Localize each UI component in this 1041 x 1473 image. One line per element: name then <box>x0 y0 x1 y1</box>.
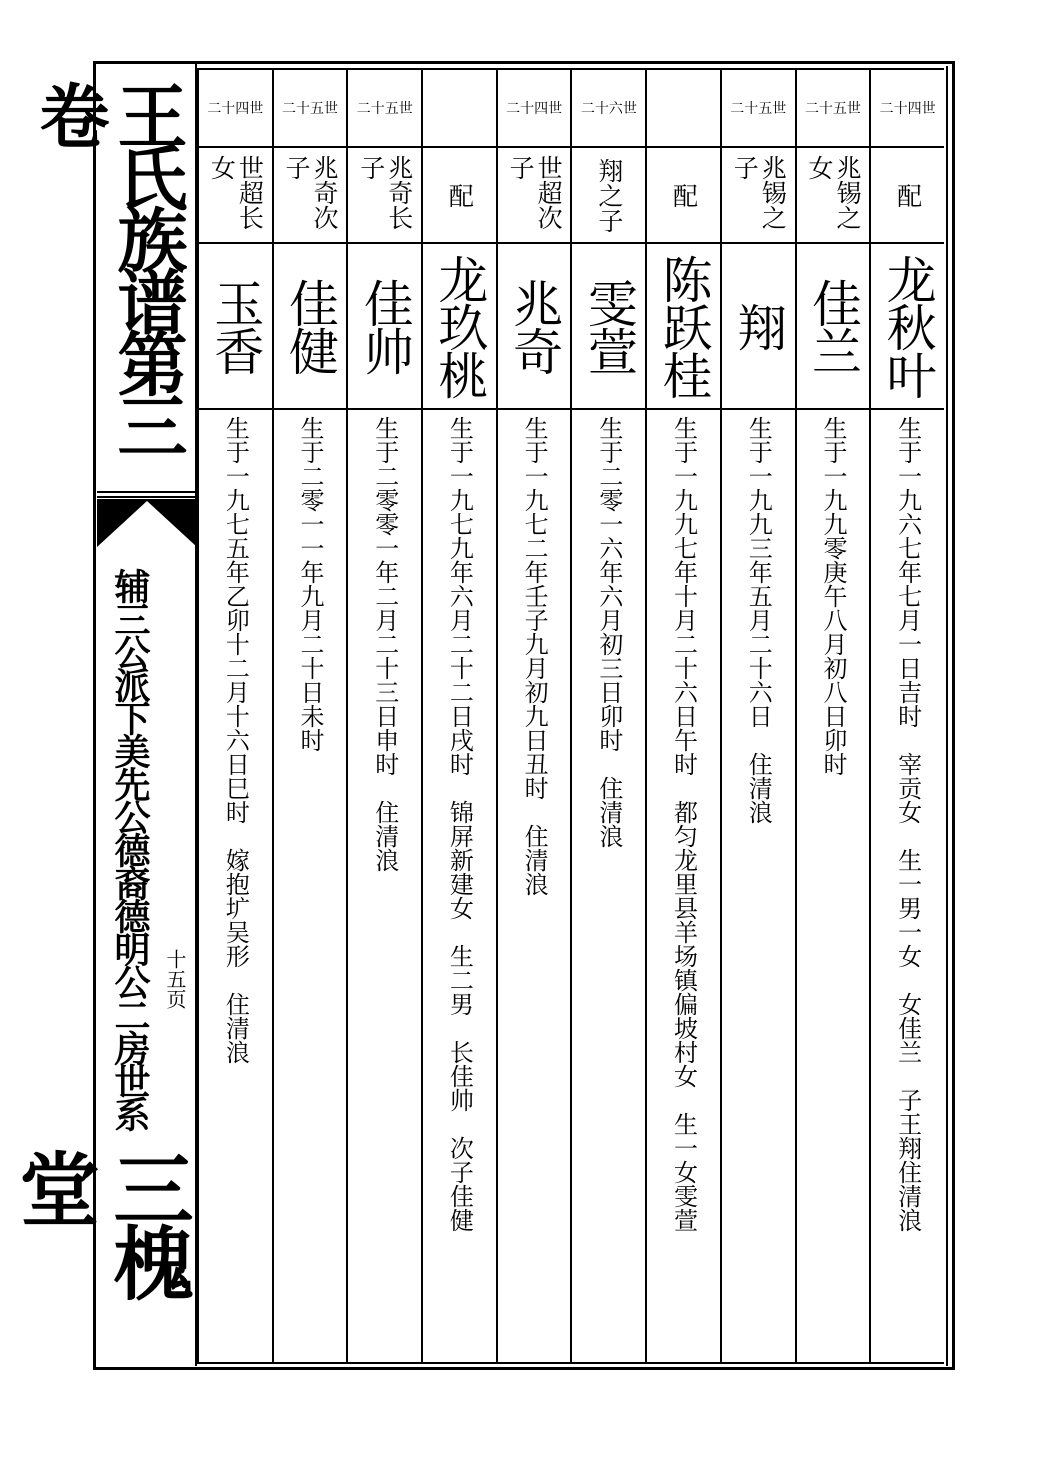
biography-text: 生于二零一六年六月初三日卯时 住清浪 <box>594 416 623 848</box>
generation-cell: 二十五世 <box>797 70 870 148</box>
relation-text: 兆锡之女 <box>804 155 862 230</box>
spine-divider <box>97 491 197 493</box>
relation-cell <box>348 148 421 244</box>
person-column <box>720 70 795 1362</box>
relation-text: 翔之子 <box>594 157 624 233</box>
person-name: 佳兰 <box>803 278 862 374</box>
biography-cell <box>274 410 347 1362</box>
relation-cell <box>572 148 645 244</box>
relation-text: 兆奇长子 <box>356 155 414 230</box>
person-name: 雯萱 <box>579 278 638 374</box>
relation-cell <box>498 148 571 244</box>
biography-text: 生于一九六七年七月一日吉时 宰贡女 生一男一女 女佳兰 子王翔住清浪 <box>893 416 922 1232</box>
page-number: 十五页 <box>163 949 187 1009</box>
biography-cell <box>647 410 720 1362</box>
biography-text: 生于一九九零庚午八月初八日卯时 <box>818 416 847 776</box>
book-title: 王氏族谱第三卷 <box>28 80 189 452</box>
relation-cell <box>871 148 944 244</box>
biography-cell <box>722 410 795 1362</box>
person-name: 佳帅 <box>355 278 414 374</box>
name-cell <box>797 244 870 410</box>
person-column <box>421 70 496 1362</box>
person-column <box>496 70 571 1362</box>
relation-cell <box>647 148 720 244</box>
person-column <box>795 70 870 1362</box>
relation-cell <box>199 148 272 244</box>
relation-cell <box>274 148 347 244</box>
generation-cell: 二十四世 <box>199 70 272 148</box>
name-cell <box>423 244 496 410</box>
relation-text: 配 <box>893 182 923 208</box>
person-name: 佳健 <box>281 278 340 374</box>
relation-text: 兆奇次子 <box>282 155 340 230</box>
relation-cell <box>423 148 496 244</box>
person-column <box>272 70 347 1362</box>
biography-cell <box>498 410 571 1362</box>
biography-cell <box>572 410 645 1362</box>
biography-cell <box>871 410 944 1362</box>
biography-text: 生于一九九三年五月二十六日 住清浪 <box>744 416 773 824</box>
biography-cell <box>199 410 272 1362</box>
name-cell <box>348 244 421 410</box>
biography-text: 生于二零一一年九月二十日未时 <box>296 416 325 752</box>
biography-text: 生于一九九七年十月二十六日午时 都匀龙里县羊场镇偏坡村女 生一女雯萱 <box>669 416 698 1232</box>
generation-cell: 二十五世 <box>722 70 795 148</box>
person-column <box>346 70 421 1362</box>
relation-text: 兆锡之子 <box>730 155 788 230</box>
person-name: 龙玖桃 <box>430 254 489 398</box>
biography-text: 生于一九七五年乙卯十二月十六日巳时 嫁抱圹吴形 住清浪 <box>221 416 250 1064</box>
generation-cell: 二十四世 <box>498 70 571 148</box>
relation-cell <box>722 148 795 244</box>
relation-text: 配 <box>445 182 475 208</box>
name-cell <box>647 244 720 410</box>
generation-cell: 二十五世 <box>348 70 421 148</box>
relation-text: 世超次子 <box>506 155 564 230</box>
biography-cell <box>348 410 421 1362</box>
spine-divider <box>97 496 197 498</box>
biography-text: 生于一九七二年壬子九月初九日丑时 住清浪 <box>520 416 549 896</box>
person-column <box>869 70 944 1362</box>
relation-cell <box>797 148 870 244</box>
person-name: 翔 <box>729 302 788 350</box>
person-column <box>570 70 645 1362</box>
genealogy-table <box>197 68 944 1364</box>
person-column <box>197 70 272 1362</box>
hall-name: 三槐堂 <box>6 1148 194 1296</box>
biography-cell <box>797 410 870 1362</box>
person-name: 玉香 <box>206 278 265 374</box>
relation-text: 配 <box>669 182 699 208</box>
name-cell <box>498 244 571 410</box>
generation-cell <box>647 70 720 148</box>
name-cell <box>199 244 272 410</box>
generation-cell: 二十六世 <box>572 70 645 148</box>
lineage-subtitle: 辅三公派下美先公德裔德明公二房世系 <box>109 567 151 1129</box>
person-name: 陈跃桂 <box>654 254 713 398</box>
name-cell <box>572 244 645 410</box>
name-cell <box>871 244 944 410</box>
person-column <box>645 70 720 1362</box>
biography-text: 生于二零零一年二月二十三日申时 住清浪 <box>370 416 399 872</box>
name-cell <box>722 244 795 410</box>
relation-text: 世超长女 <box>207 155 265 230</box>
generation-cell: 二十四世 <box>871 70 944 148</box>
page-border-inner <box>946 66 948 1366</box>
name-cell <box>274 244 347 410</box>
generation-cell <box>423 70 496 148</box>
person-name: 兆奇 <box>505 278 564 374</box>
biography-cell <box>423 410 496 1362</box>
person-name: 龙秋叶 <box>878 254 937 398</box>
fishtail-ornament <box>97 499 197 547</box>
biography-text: 生于一九七九年六月二十二日戌时 锦屏新建女 生二男 长佳帅 次子佳健 <box>445 416 474 1232</box>
generation-cell: 二十五世 <box>274 70 347 148</box>
